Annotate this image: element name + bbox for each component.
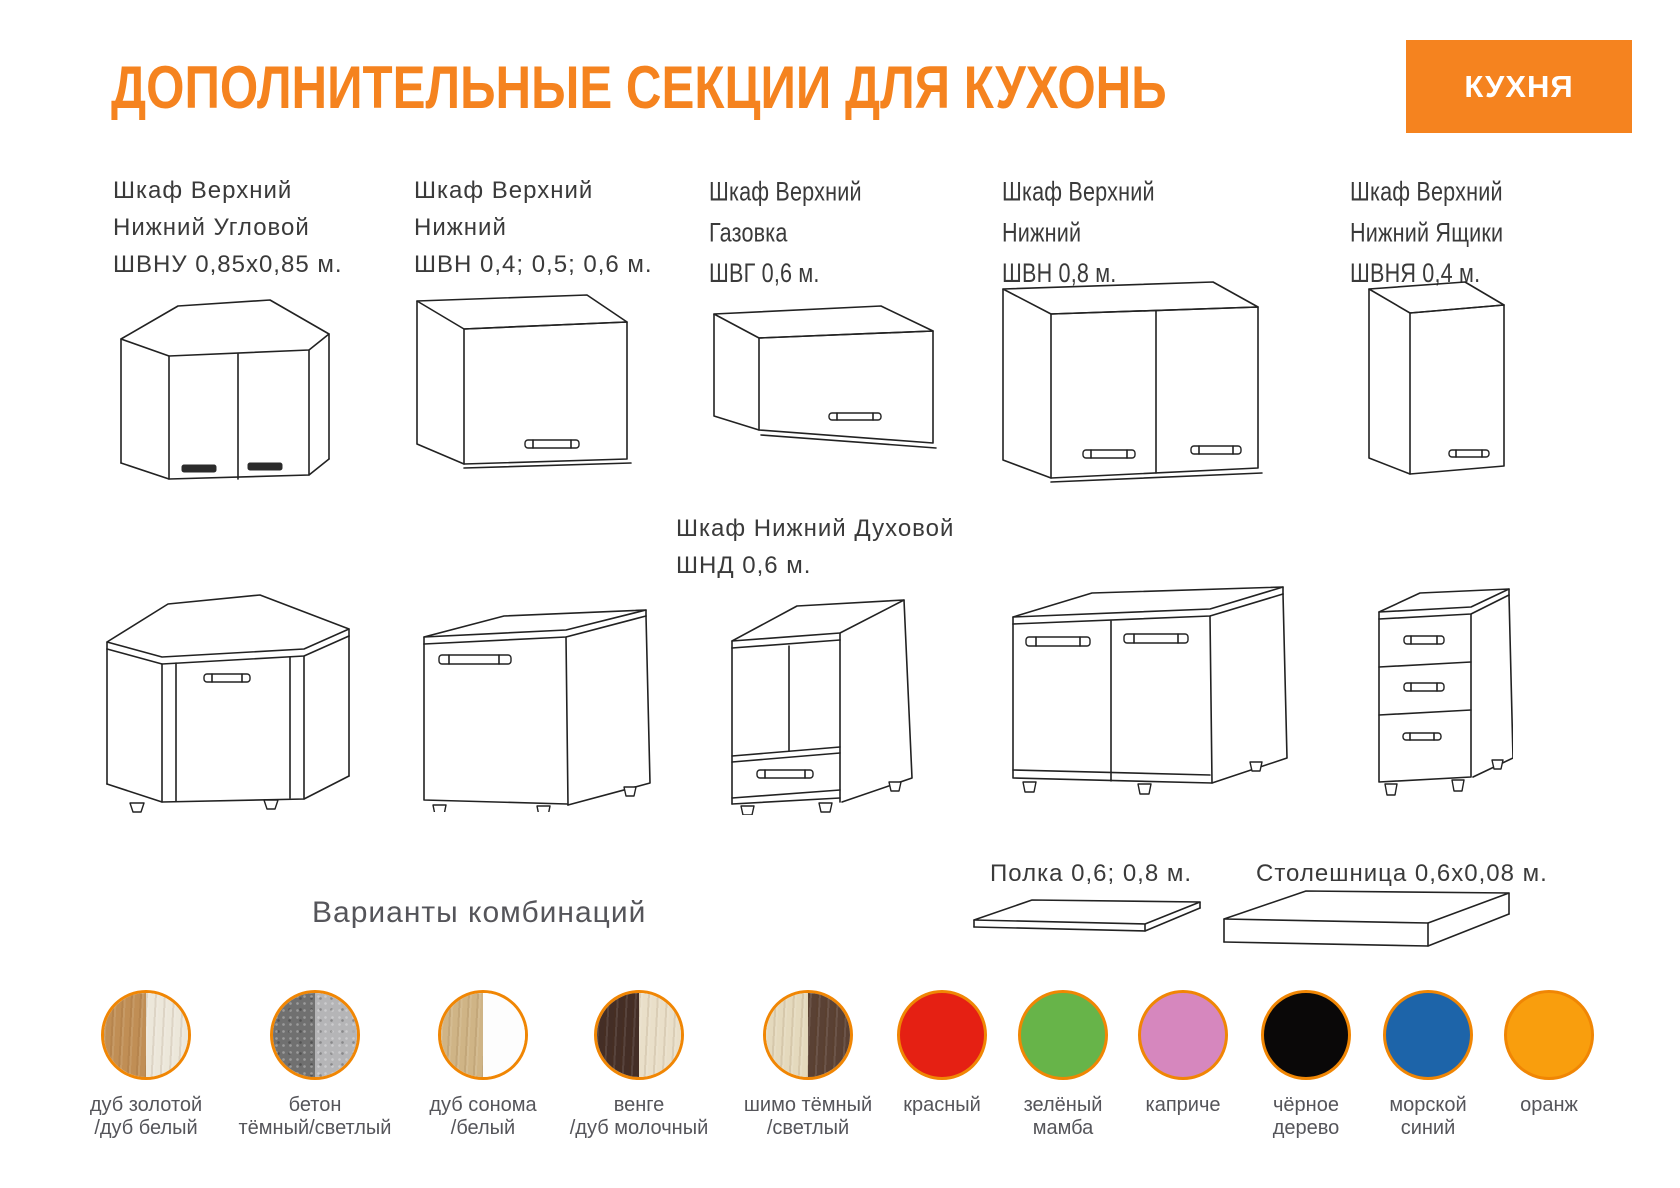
label-line: Газовка — [709, 218, 788, 248]
label-line: ШНД 0,6 м. — [676, 552, 812, 579]
swatch-half-left — [441, 993, 483, 1077]
label-line: ШВН 0,4; 0,5; 0,6 м. — [414, 251, 653, 278]
drawing-base-corner-cabinet — [104, 586, 352, 813]
drawing-wall-corner-cabinet — [118, 293, 343, 490]
label-line: Шкаф Верхний — [1350, 177, 1503, 208]
finish-label-morskoy-siniy: морской синий — [1389, 1094, 1467, 1139]
label-line: Шкаф Верхний — [709, 177, 862, 208]
swatch-half-left — [597, 993, 639, 1077]
finish-swatch-dub-zolotoy — [101, 990, 191, 1080]
label-line: ШВН 0,8 м. — [1002, 258, 1117, 289]
finish-label-krasny: красный — [903, 1094, 981, 1116]
shelf-label — [990, 855, 1192, 892]
finish-label-zeleny-mamba: зелёный мамба — [1023, 1094, 1103, 1139]
finish-swatch-krasny — [897, 990, 987, 1080]
finish-label-shimo: шимо тёмный /светлый — [743, 1094, 873, 1139]
wall-cabinet-label-shvn-08 — [1002, 172, 1155, 294]
label-line: ШВГ 0,6 м. — [709, 258, 820, 289]
drawing-base-oven-cabinet — [729, 588, 953, 815]
finish-swatch-oranzh — [1504, 990, 1594, 1080]
cabinet-handle — [1449, 450, 1489, 457]
drawing-base-two-door-cabinet — [1010, 578, 1288, 802]
finish-label-kapriche: каприче — [1145, 1094, 1221, 1116]
label-line: Нижний Ящики — [1350, 218, 1504, 248]
swatch-half-right — [639, 993, 681, 1077]
swatch-half-right — [808, 993, 850, 1077]
finish-swatch-beton — [270, 990, 360, 1080]
cabinet-handle — [1404, 683, 1444, 691]
oven-cabinet-label — [676, 510, 954, 584]
drawing-wall-cabinet-08 — [995, 280, 1263, 492]
drawing-wall-cabinet-small — [407, 292, 632, 470]
finish-label-beton: бетон тёмный/светлый — [238, 1094, 392, 1139]
label-line: ШВНУ 0,85х0,85 м. — [113, 251, 343, 278]
wall-cabinet-label-shvg — [709, 172, 862, 294]
drawing-wall-gas-cabinet — [709, 303, 937, 455]
finish-swatch-zeleny-mamba — [1018, 990, 1108, 1080]
finish-label-chernoe-derevo: чёрное дерево — [1272, 1094, 1340, 1139]
drawing-wall-drawer-cabinet — [1363, 276, 1509, 480]
finish-swatch-chernoe-derevo — [1261, 990, 1351, 1080]
swatch-half-right — [315, 993, 357, 1077]
wall-cabinet-label-shvnu — [113, 172, 343, 283]
cabinet-handle — [248, 463, 282, 470]
cabinet-handle — [1404, 636, 1444, 644]
swatch-half-left — [273, 993, 315, 1077]
finish-swatch-dub-sonoma — [438, 990, 528, 1080]
drawing-base-drawer-unit — [1376, 578, 1513, 800]
label-line: Шкаф Верхний — [113, 177, 293, 204]
page-title: ДОПОЛНИТЕЛЬНЫЕ СЕКЦИИ ДЛЯ КУХОНЬ — [111, 53, 1167, 122]
finish-swatch-morskoy-siniy — [1383, 990, 1473, 1080]
label-line: Шкаф Нижний Духовой — [676, 515, 955, 542]
swatch-half-right — [483, 993, 525, 1077]
finish-label-dub-zolotoy: дуб золотой /дуб белый — [89, 1094, 203, 1139]
swatch-half-right — [146, 993, 188, 1077]
cabinet-handle — [182, 465, 216, 472]
drawing-shelf — [972, 895, 1203, 937]
swatch-half-left — [766, 993, 808, 1077]
wall-cabinet-label-shvn-small — [414, 172, 653, 283]
label-line: Столешница 0,6х0,08 м. — [1256, 860, 1548, 887]
finish-swatch-kapriche — [1138, 990, 1228, 1080]
kitchen-badge-label: КУХНЯ — [1464, 68, 1574, 104]
label-line: Нижний — [414, 214, 507, 241]
label-line: Шкаф Верхний — [414, 177, 594, 204]
finish-label-venge: венге /дуб молочный — [569, 1094, 709, 1139]
label-line: Полка 0,6; 0,8 м. — [990, 860, 1193, 887]
finish-label-dub-sonoma: дуб сонома /белый — [429, 1094, 537, 1139]
drawing-base-cabinet — [419, 598, 654, 812]
cabinet-handle — [1403, 733, 1441, 740]
label-line: Нижний — [1002, 218, 1082, 248]
finish-label-oranzh: оранж — [1520, 1094, 1578, 1116]
finish-swatch-venge — [594, 990, 684, 1080]
combinations-heading: Варианты комбинаций — [312, 896, 647, 929]
label-line: Нижний Угловой — [113, 214, 310, 241]
cabinet-handle — [204, 674, 250, 682]
finish-swatch-shimo — [763, 990, 853, 1080]
swatch-half-left — [104, 993, 146, 1077]
drawing-countertop — [1222, 886, 1512, 950]
label-line: Шкаф Верхний — [1002, 177, 1155, 208]
kitchen-badge — [1406, 40, 1632, 133]
label-line: ШВНЯ 0,4 м. — [1350, 258, 1481, 289]
